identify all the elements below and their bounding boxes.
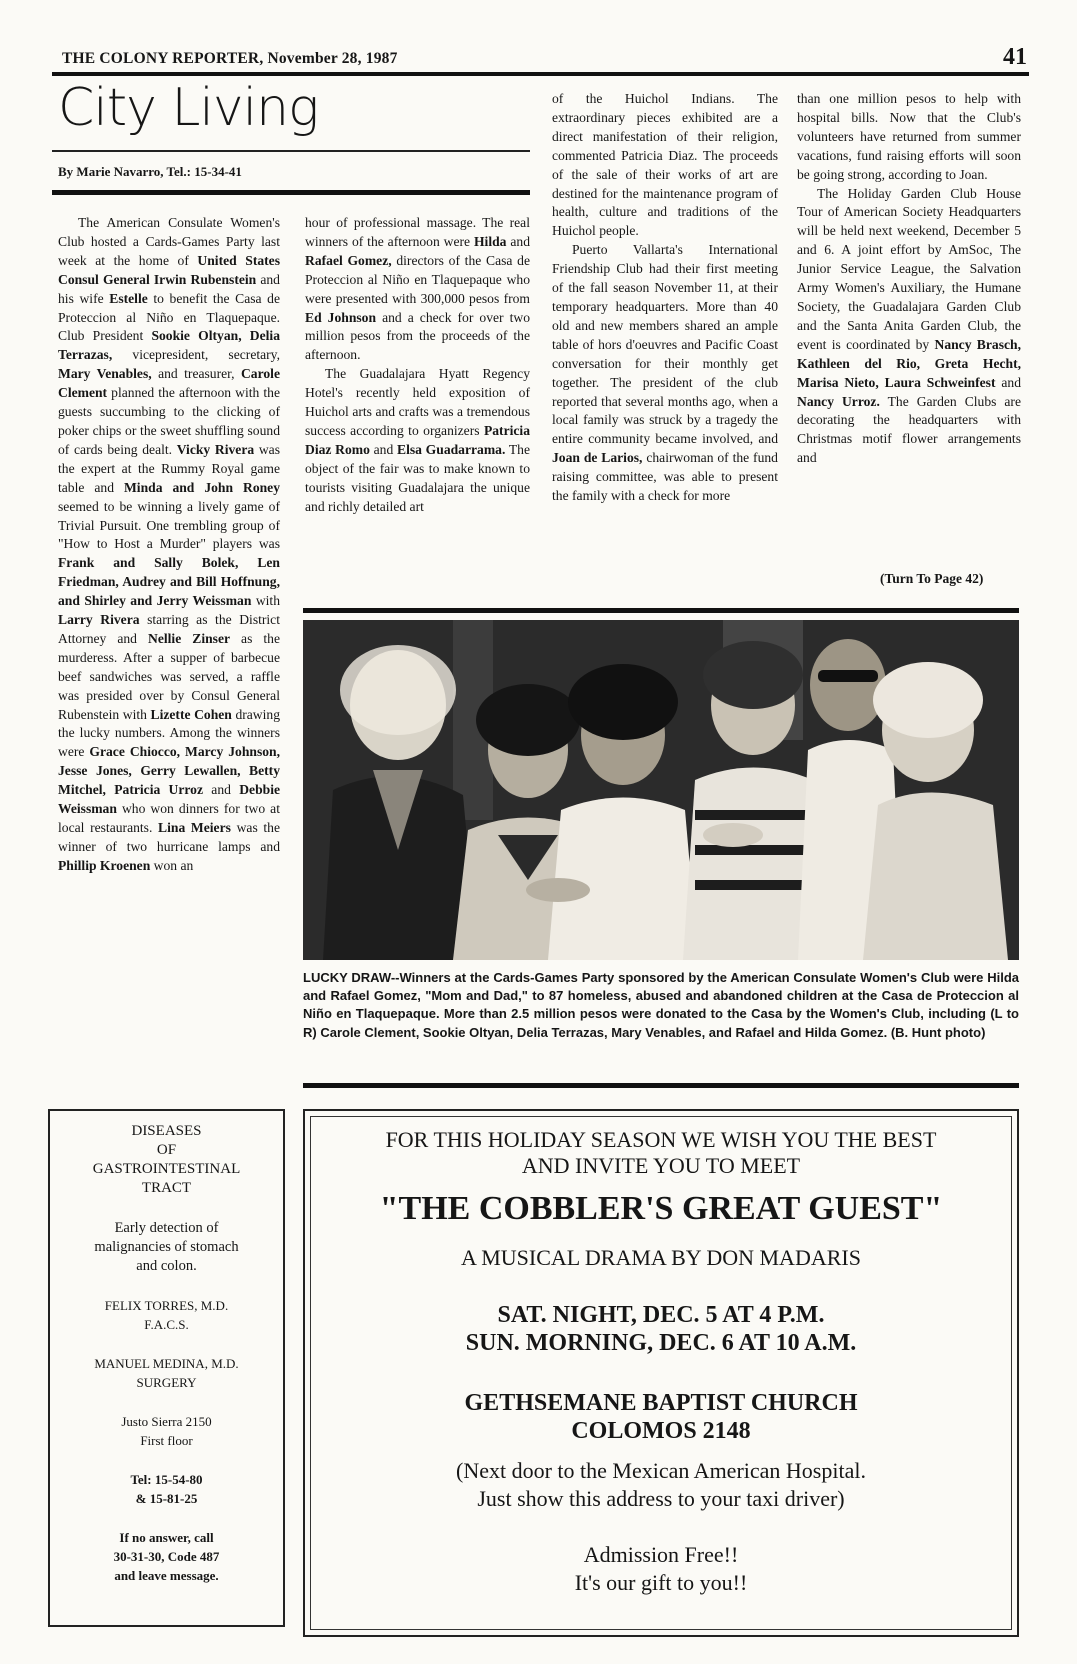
ad-venue-address: COLOMOS 2148 [571, 1418, 751, 1444]
ad-alt-contact: If no answer, call 30-31-30, Code 487 and leave message. [113, 1530, 220, 1583]
ad-doctor-1: FELIX TORRES, M.D. F.A.C.S. [104, 1298, 229, 1332]
ad-doctor-2: MANUEL MEDINA, M.D. SURGERY [94, 1356, 239, 1390]
section-title: City Living [58, 78, 319, 138]
article-column-4 [797, 90, 1021, 468]
photo-caption: LUCKY DRAW--Winners at the Cards-Games Party sponsored by the American Consulate Women's Club were Hilda and Rafael Gomez, "Mom and Dad," to 87 homeless, abused and abandoned children at the Casa de Proteccion al Niño en Tlaquepaque. More than 2.5 million pesos were donated to the Casa by the Women's Club, including (L to R) Carole Clement, Sookie Oltyan, Delia Terrazas, Mary Venables, and Rafael and Hilda Gomez. (B. Hunt photo) [303, 970, 1019, 1040]
ad-heading: DISEASES OF GASTROINTESTINAL TRACT [92, 1123, 241, 1196]
article-column-2 [305, 214, 530, 517]
page-number: 41 [1003, 44, 1027, 70]
ad-directions-1: (Next door to the Mexican American Hospital. [456, 1458, 866, 1483]
ad-address: Justo Sierra 2150 First floor [121, 1414, 212, 1448]
article-paragraph: The Guadalajara Hyatt Regency Hotel's recently held exposition of Huichol arts and crafts was a tremendous success according to organizers Patricia Diaz Romo and Elsa Guadarrama. The object of the fair was to make known to tourists visiting Guadalajara the unique and richly detailed art [305, 366, 530, 514]
ad-greeting: FOR THIS HOLIDAY SEASON WE WISH YOU THE BEST [385, 1127, 937, 1152]
article-paragraph: hour of professional massage. The real winners of the afternoon were Hilda and Rafael Gomez, directors of the Casa de Proteccion al Niño en Tlaquepaque who were presented with 300,000 pesos from Ed Johnson and a check for over two million pesos from the proceeds of the afternoon. [305, 215, 530, 363]
group-photo [303, 620, 1019, 960]
group-photo-illustration [303, 620, 1019, 960]
ad-invite: AND INVITE YOU TO MEET [521, 1153, 801, 1178]
ad-phone: Tel: 15-54-80 & 15-81-25 [130, 1472, 203, 1506]
ad-venue-name: GETHSEMANE BAPTIST CHURCH [464, 1390, 858, 1416]
photo-rule [303, 608, 1019, 613]
ad-showtime-1: SAT. NIGHT, DEC. 5 AT 4 P.M. [497, 1302, 825, 1328]
title-rule [52, 150, 530, 152]
article-paragraph: The Holiday Garden Club House Tour of American Society Headquarters will be held next weekend, December 5 and 6. A joint effort by AmSoc, The Junior Service League, the Salvation Army Women's Auxiliary, the Humane Society, the Guadalajara Garden Club and the Santa Anita Garden Club, the event is coordinated by Nancy Brasch, Kathleen del Rio, Greta Hecht, Marisa Nieto, Laura Schweinfest and Nancy Urroz. The Garden Clubs are decorating the headquarters with Christmas motif flower arrangements and [797, 185, 1021, 466]
church-ad-inner-border [310, 1116, 1012, 1630]
article-paragraph: Puerto Vallarta's International Friendship Club had their first meeting of the fall season November 11, at their temporary headquarters. More than 40 old and new members shared an ample table of hors d'oeuvres and Pacific Coast conversation for their monthly get together. The president of the club reported that several months ago, when a local family was struck by a tragedy the entire community became involved, and Joan de Larios, chairwoman of the fund raising committee, was able to present the family with a check for more [552, 242, 778, 504]
article-column-3 [552, 90, 778, 506]
byline-rule [52, 190, 530, 195]
newspaper-masthead: THE COLONY REPORTER, November 28, 1987 [62, 50, 398, 67]
ad-description: Early detection of malignancies of stomach and colon. [94, 1220, 239, 1274]
article-paragraph: of the Huichol Indians. The extraordinary pieces exhibited are a direct manifestation of their religion, commented Patricia Diaz. The proceeds of the sale of their works of art are destined for the maintenance program of health, culture and traditions of the Huichol people. [552, 91, 778, 239]
church-ad-box [303, 1109, 1019, 1637]
medical-ad-box [48, 1109, 285, 1627]
article-paragraph: than one million pesos to help with hospital bills. Now that the Club's volunteers have returned from summer vacations, fund raising efforts will soon be going strong, according to Joan. [797, 91, 1021, 182]
masthead-rule [52, 72, 1029, 76]
ad-play-title: "THE COBBLER'S GREAT GUEST" [379, 1190, 943, 1227]
continued-notice: (Turn To Page 42) [880, 571, 984, 586]
byline: By Marie Navarro, Tel.: 15-34-41 [58, 164, 242, 179]
ad-admission: Admission Free!! [583, 1542, 739, 1567]
ad-gift: It's our gift to you!! [574, 1570, 748, 1595]
caption-rule [303, 1083, 1019, 1088]
article-column-1 [58, 214, 280, 876]
ad-showtime-2: SUN. MORNING, DEC. 6 AT 10 A.M. [465, 1330, 857, 1356]
ad-directions-2: Just show this address to your taxi driver) [477, 1486, 845, 1511]
ad-play-subtitle: A MUSICAL DRAMA BY DON MADARIS [461, 1245, 861, 1270]
article-paragraph: The American Consulate Women's Club hosted a Cards-Games Party last week at the home of United States Consul General Irwin Rubenstein and his wife Estelle to benefit the Casa de Proteccion al Niño en Tlaquepaque. Club President Sookie Oltyan, Delia Terrazas, vicepresident, secretary, Mary Venables, and treasurer, Carole Clement planned the afternoon with the guests succumbing to the clicking of poker chips or the sweet shuffling sound of cards being dealt. Vicky Rivera was the expert at the Rummy Royal game table and Minda and John Roney seemed to be winning a lively game of Trivial Pursuit. One trembling group of "How to Host a Murder" players was Frank and Sally Bolek, Len Friedman, Audrey and Bill Hoffnung, and Shirley and Jerry Weissman with Larry Rivera starring as the District Attorney and Nellie Zinser as the murderess. After a supper of barbecue beef sandwiches was served, a raffle was presided over by Consul General Rubenstein with Lizette Cohen drawing the lucky numbers. Among the winners were Grace Chiocco, Marcy Johnson, Jesse Jones, Gerry Lewallen, Betty Mitchel, Patricia Urroz and Debbie Weissman who won dinners for two at local restaurants. Lina Meiers was the winner of two hurricane lamps and Phillip Kroenen won an [58, 215, 281, 873]
